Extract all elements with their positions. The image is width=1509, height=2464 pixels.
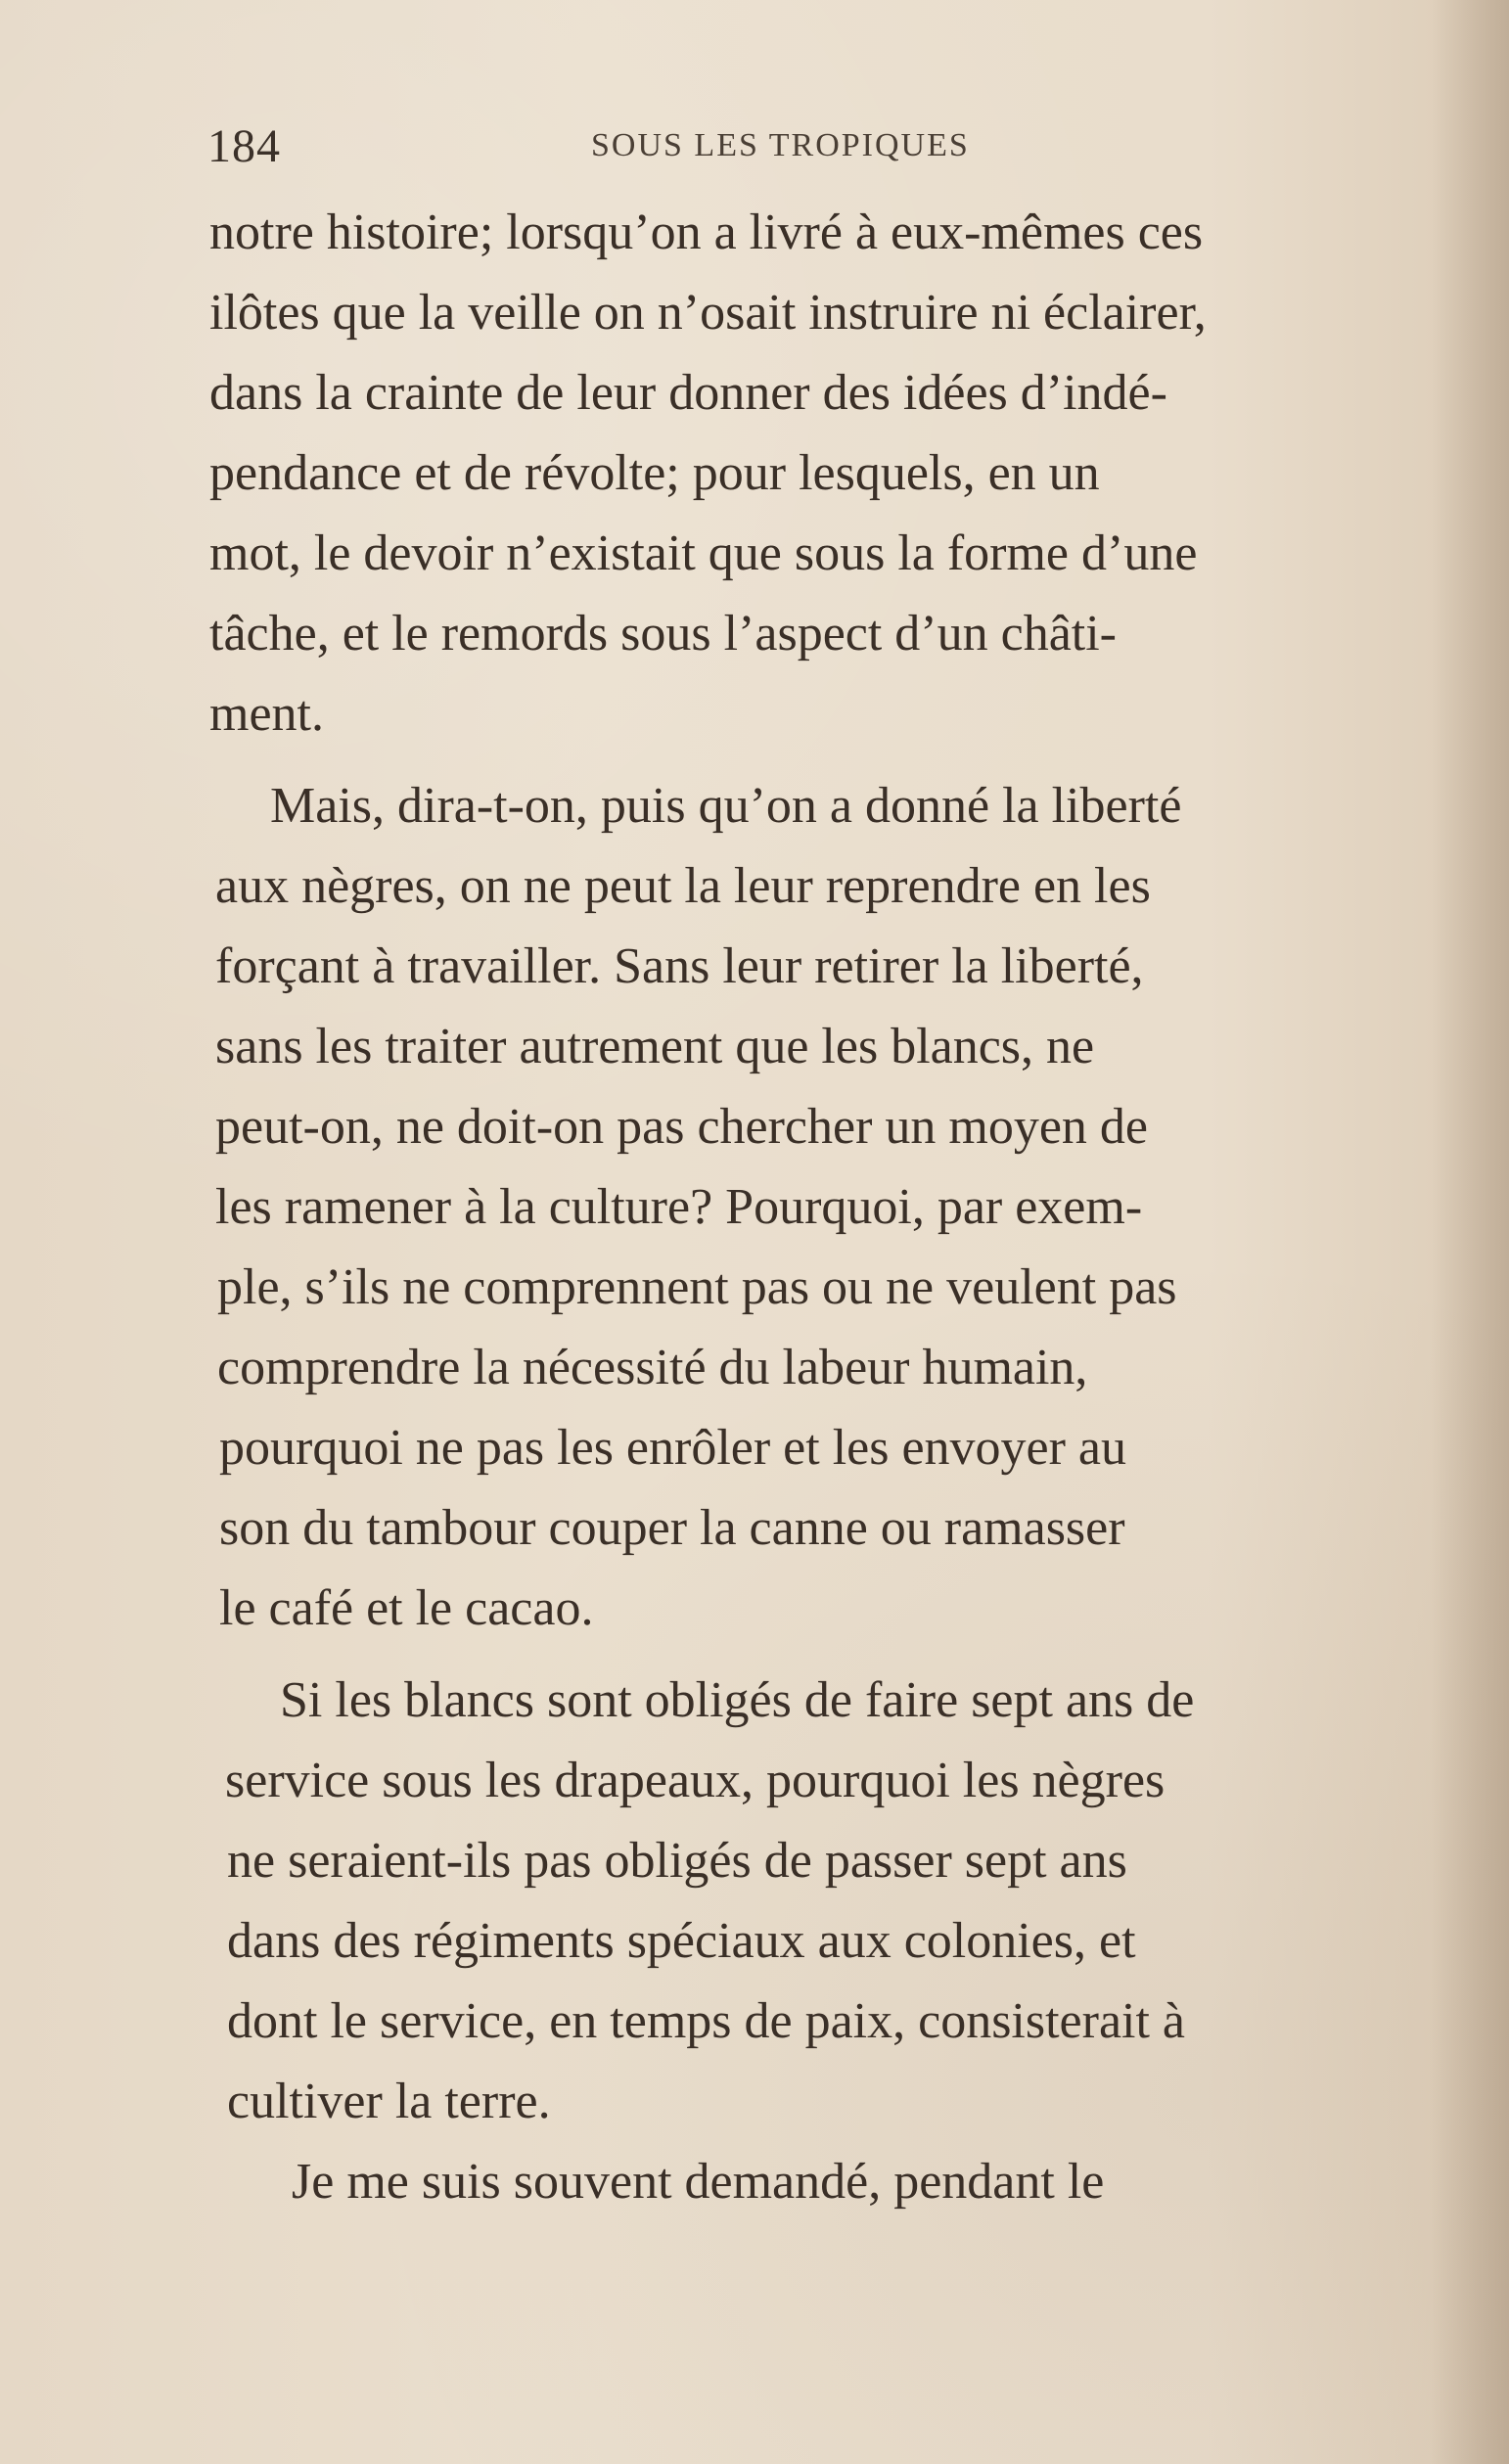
text-line-20: service sous les drapeaux, pourquoi les nègres	[225, 1753, 1166, 1808]
text-line-19: Si les blancs sont obligés de faire sept ans de	[280, 1672, 1195, 1728]
text-line-11: sans les traiter autrement que les blancs, ne	[215, 1019, 1095, 1074]
text-line-5: mot, le devoir n’existait que sous la forme d’une	[209, 525, 1198, 581]
text-line-21: ne seraient-ils pas obligés de passer sept ans	[227, 1833, 1127, 1889]
text-line-8: Mais, dira-t-on, puis qu’on a donné la liberté	[270, 778, 1182, 834]
text-line-25: Je me suis souvent demandé, pendant le	[292, 2154, 1105, 2210]
text-line-14: ple, s’ils ne comprennent pas ou ne veulent pas	[217, 1259, 1177, 1315]
text-line-12: peut-on, ne doit-on pas chercher un moyen de	[215, 1099, 1149, 1155]
text-line-18: le café et le cacao.	[219, 1580, 594, 1636]
page-number: 184	[207, 120, 281, 172]
text-line-9: aux nègres, on ne peut la leur reprendre en les	[215, 858, 1151, 914]
text-line-24: cultiver la terre.	[227, 2074, 551, 2129]
text-line-1: notre histoire; lorsqu’on a livré à eux-mêmes ces	[209, 205, 1204, 260]
text-line-22: dans des régiments spéciaux aux colonies, et	[227, 1913, 1136, 1969]
page-header	[207, 119, 1392, 178]
text-line-15: comprendre la nécessité du labeur humain,	[217, 1340, 1088, 1395]
text-line-3: dans la crainte de leur donner des idées d’indé-	[209, 365, 1167, 421]
text-line-13: les ramener à la culture? Pourquoi, par exem-	[215, 1179, 1143, 1235]
text-line-16: pourquoi ne pas les enrôler et les envoyer au	[219, 1420, 1127, 1476]
running-head: SOUS LES TROPIQUES	[591, 127, 970, 163]
text-line-7: ment.	[209, 686, 324, 742]
text-line-6: tâche, et le remords sous l’aspect d’un châti-	[209, 606, 1117, 662]
text-line-4: pendance et de révolte; pour lesquels, en un	[209, 445, 1100, 501]
page-edge-shadow	[1431, 0, 1509, 2464]
text-line-23: dont le service, en temps de paix, consisterait à	[227, 1993, 1186, 2049]
text-line-2: ilôtes que la veille on n’osait instruire ni éclairer,	[209, 285, 1207, 341]
text-line-10: forçant à travailler. Sans leur retirer la liberté,	[215, 938, 1144, 994]
text-line-17: son du tambour couper la canne ou ramasser	[219, 1500, 1125, 1556]
